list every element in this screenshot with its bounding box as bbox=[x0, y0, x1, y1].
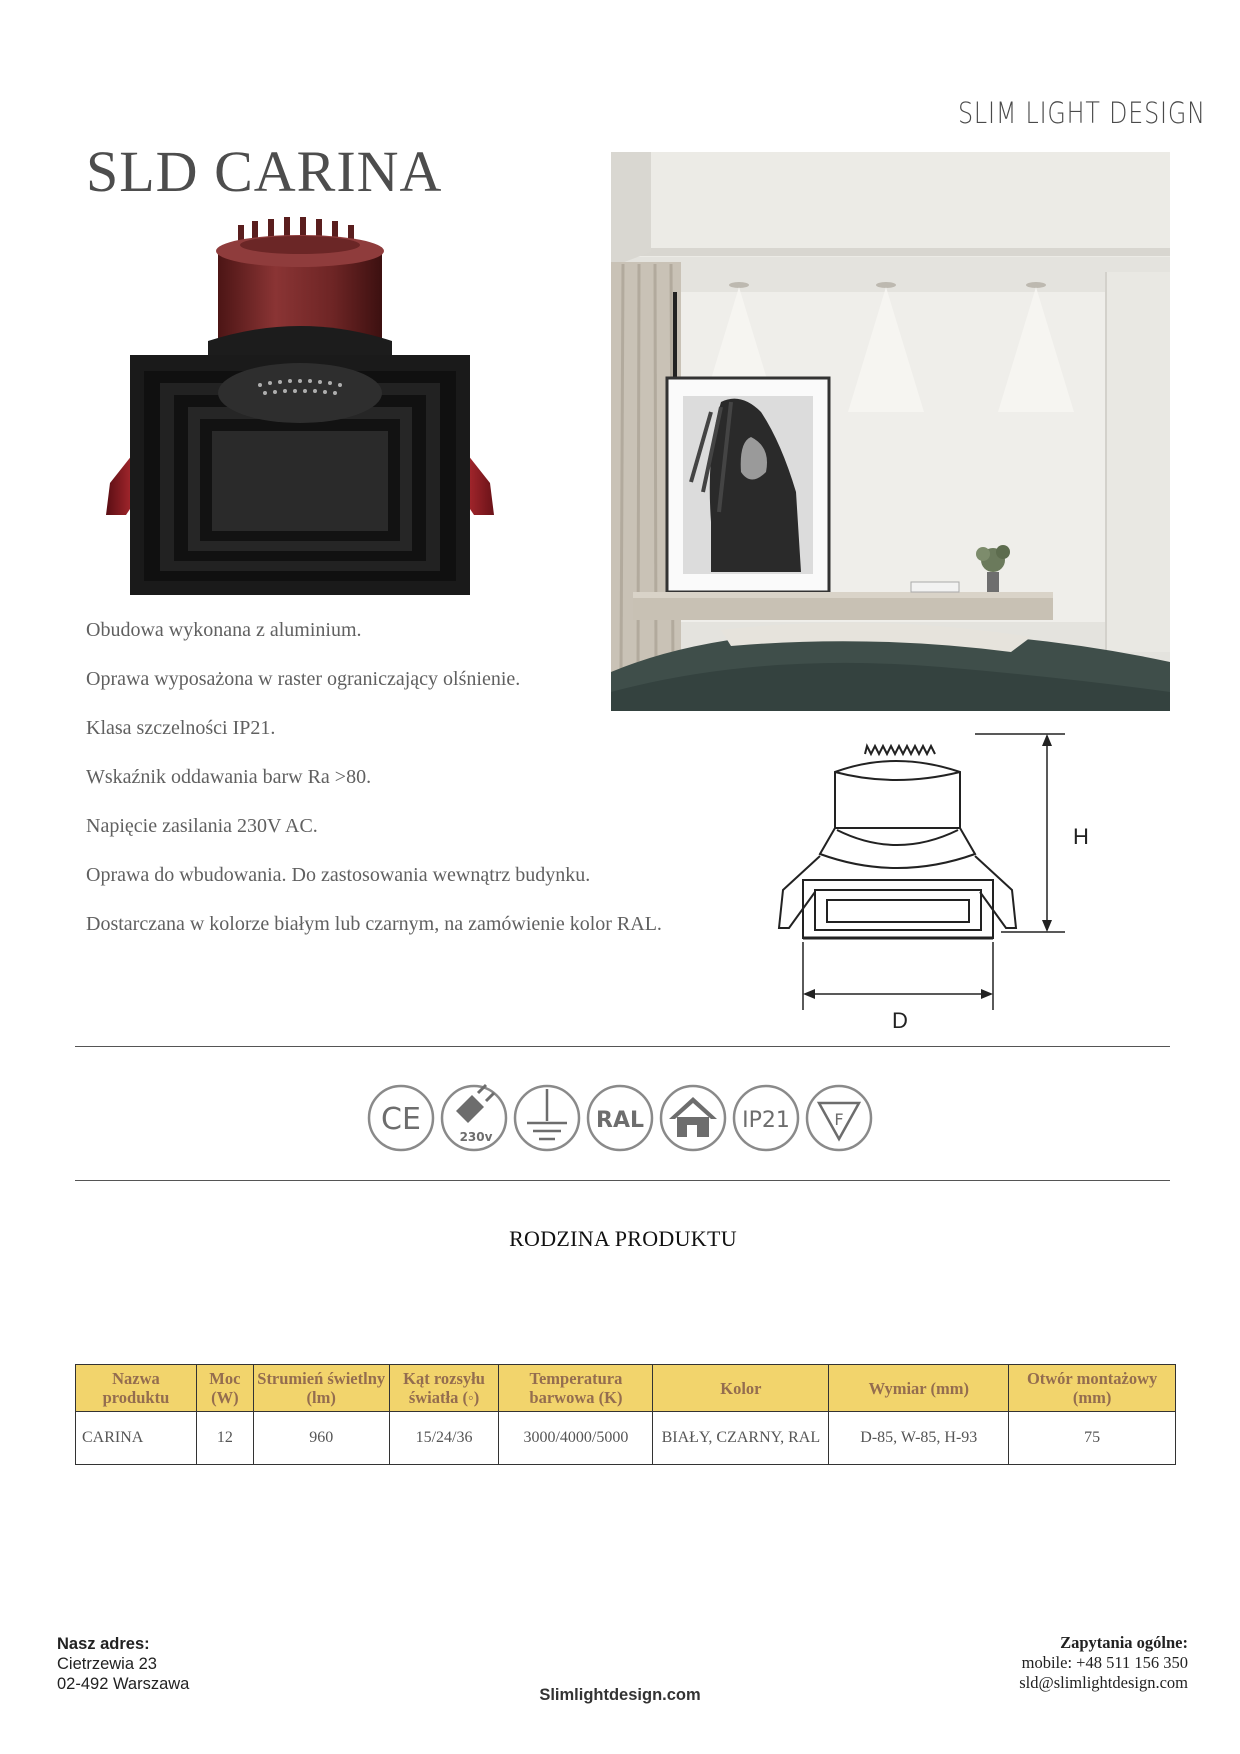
height-label: H bbox=[1073, 824, 1089, 849]
svg-text:CE: CE bbox=[381, 1102, 421, 1137]
table-cell: BIAŁY, CZARNY, RAL bbox=[653, 1412, 829, 1465]
table-cell: CARINA bbox=[76, 1412, 197, 1465]
table-header-row bbox=[76, 1365, 1176, 1412]
svg-text:RAL: RAL bbox=[596, 1108, 644, 1133]
technical-drawing bbox=[775, 732, 1130, 1037]
ce-mark-icon bbox=[381, 1102, 421, 1137]
feature-item: Dostarczana w kolorze białym lub czarnym, na zamówienie kolor RAL. bbox=[86, 913, 662, 935]
table-header-cell: Kąt rozsyłu światła (◦) bbox=[389, 1365, 499, 1412]
divider bbox=[75, 1180, 1170, 1181]
brand-logo: SLIM LIGHT DESIGN bbox=[958, 96, 1206, 130]
address-heading: Nasz adres: bbox=[57, 1635, 150, 1653]
table-cell: D-85, W-85, H-93 bbox=[829, 1412, 1009, 1465]
feature-item: Napięcie zasilania 230V AC. bbox=[86, 815, 318, 837]
table-cell: 75 bbox=[1009, 1412, 1176, 1465]
page-title: SLD CARINA bbox=[86, 139, 443, 204]
table-header-cell: Nazwa produktu bbox=[76, 1365, 197, 1412]
table-header-cell: Temperatura barwowa (K) bbox=[499, 1365, 653, 1412]
ip-rating-icon bbox=[742, 1108, 790, 1133]
product-family-table bbox=[75, 1364, 1176, 1465]
power-plug-icon bbox=[456, 1085, 494, 1144]
footer-address bbox=[57, 1634, 189, 1694]
table-header-cell: Kolor bbox=[653, 1365, 829, 1412]
table-header-cell: Strumień świetlny (lm) bbox=[253, 1365, 389, 1412]
svg-text:IP21: IP21 bbox=[742, 1108, 790, 1133]
feature-item: Oprawa do wbudowania. Do zastosowania wewnątrz budynku. bbox=[86, 864, 591, 886]
table-cell: 15/24/36 bbox=[389, 1412, 499, 1465]
divider bbox=[75, 1046, 1170, 1047]
ground-symbol-icon bbox=[527, 1089, 567, 1139]
contact-email[interactable]: sld@slimlightdesign.com bbox=[1019, 1673, 1188, 1692]
table-header-cell: Wymiar (mm) bbox=[829, 1365, 1009, 1412]
feature-item: Obudowa wykonana z aluminium. bbox=[86, 619, 362, 641]
table-cell: 960 bbox=[253, 1412, 389, 1465]
website-link[interactable]: Slimlightdesign.com bbox=[539, 1686, 701, 1704]
svg-text:F: F bbox=[834, 1110, 844, 1129]
certification-icons bbox=[364, 1081, 884, 1155]
table-row bbox=[76, 1412, 1176, 1465]
table-cell: 3000/4000/5000 bbox=[499, 1412, 653, 1465]
address-street: Cietrzewia 23 bbox=[57, 1655, 157, 1673]
feature-item: Oprawa wyposażona w raster ograniczający olśnienie. bbox=[86, 668, 521, 690]
f-mark-icon bbox=[819, 1103, 859, 1139]
diameter-label: D bbox=[892, 1008, 908, 1033]
table-header-cell: Otwór montażowy (mm) bbox=[1009, 1365, 1176, 1412]
table-header-cell: Moc (W) bbox=[196, 1365, 253, 1412]
product-photo bbox=[100, 215, 500, 600]
contact-mobile[interactable]: mobile: +48 511 156 350 bbox=[1021, 1653, 1188, 1672]
footer-contact bbox=[1019, 1633, 1188, 1693]
address-city: 02-492 Warszawa bbox=[57, 1675, 190, 1693]
features-list bbox=[86, 618, 746, 961]
inquiries-heading: Zapytania ogólne: bbox=[1060, 1633, 1188, 1652]
svg-text:230v: 230v bbox=[459, 1130, 493, 1144]
feature-item: Wskaźnik oddawania barw Ra >80. bbox=[86, 766, 372, 788]
indoor-house-icon bbox=[669, 1097, 717, 1137]
feature-item: Klasa szczelności IP21. bbox=[86, 717, 276, 739]
table-cell: 12 bbox=[196, 1412, 253, 1465]
section-title: RODZINA PRODUKTU bbox=[509, 1226, 737, 1251]
ral-icon bbox=[596, 1108, 644, 1133]
